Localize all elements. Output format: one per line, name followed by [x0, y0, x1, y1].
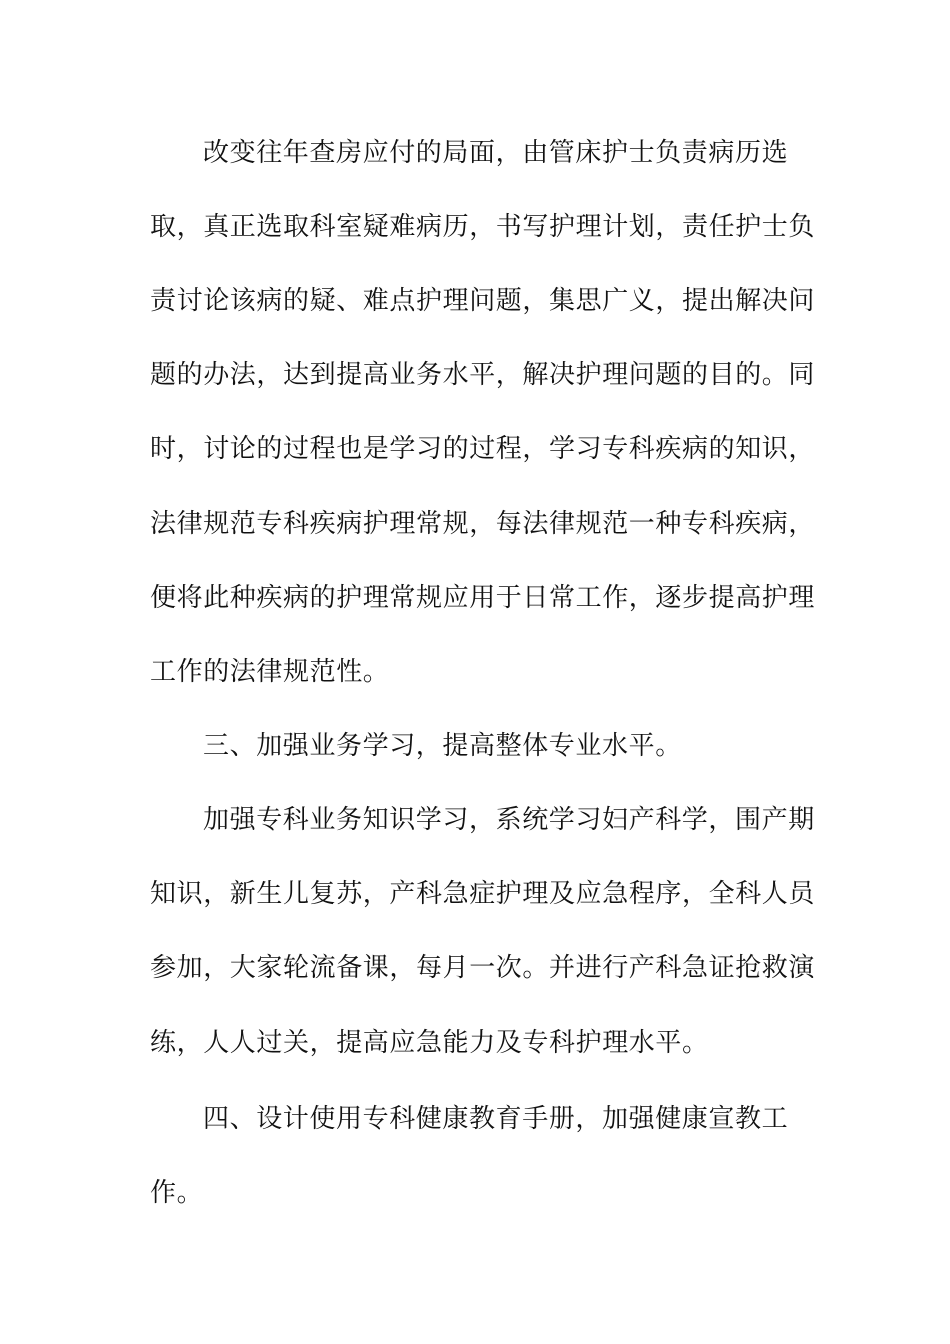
section-heading-4: 四、设计使用专科健康教育手册，加强健康宣教工	[203, 1104, 789, 1134]
text-line-5: 时，讨论的过程也是学习的过程，学习专科疾病的知识，	[150, 434, 816, 464]
text-line-1: 改变往年查房应付的局面，由管床护士负责病历选	[203, 138, 789, 168]
text-line-15: 作。	[150, 1178, 204, 1208]
text-line-2: 取，真正选取科室疑难病历，书写护理计划，责任护士负	[150, 212, 816, 242]
text-line-7: 便将此种疾病的护理常规应用于日常工作，逐步提高护理	[150, 583, 816, 613]
text-line-11: 知识，新生儿复苏，产科急症护理及应急程序，全科人员	[150, 879, 816, 909]
section-heading-3: 三、加强业务学习，提高整体专业水平。	[203, 731, 682, 761]
text-line-12: 参加，大家轮流备课，每月一次。并进行产科急证抢救演	[150, 953, 816, 983]
text-line-6: 法律规范专科疾病护理常规，每法律规范一种专科疾病，	[150, 509, 816, 539]
text-line-10: 加强专科业务知识学习，系统学习妇产科学，围产期	[203, 805, 815, 835]
text-line-13: 练，人人过关，提高应急能力及专科护理水平。	[150, 1028, 709, 1058]
text-line-4: 题的办法，达到提高业务水平，解决护理问题的目的。同	[150, 360, 816, 390]
text-line-8: 工作的法律规范性。	[150, 657, 390, 687]
text-line-3: 责讨论该病的疑、难点护理问题，集思广义，提出解决问	[150, 286, 816, 316]
